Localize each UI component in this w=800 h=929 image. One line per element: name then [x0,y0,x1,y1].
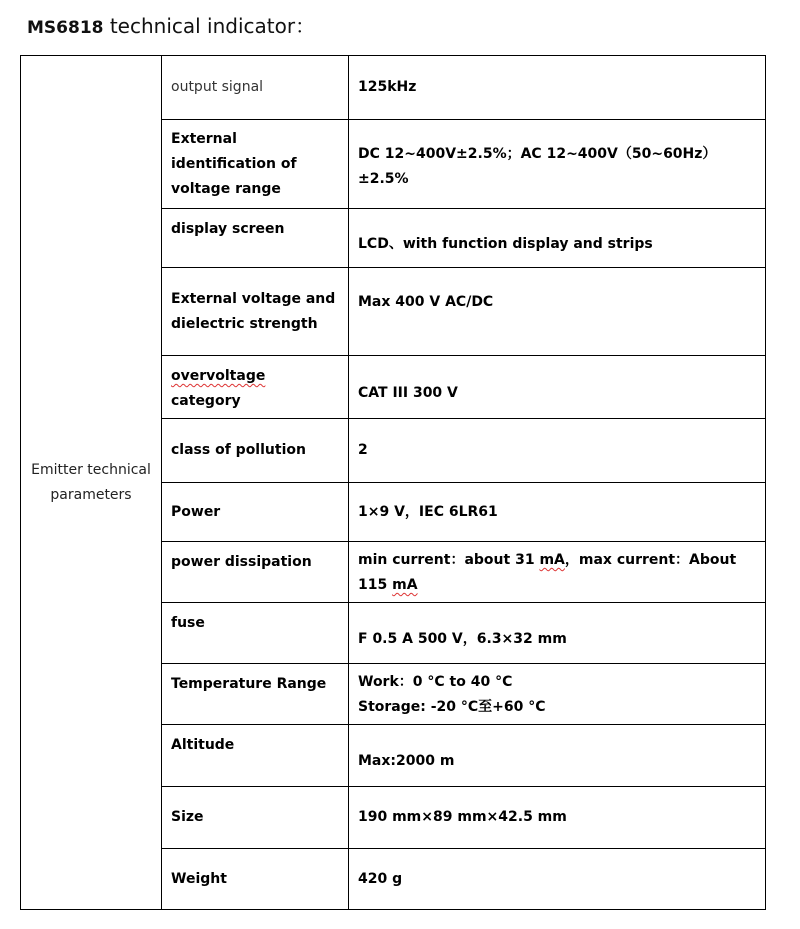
row-value: 2 [358,442,368,458]
label-cell [162,56,349,120]
row-value-line: Storage: -20 °C至+60 °C [358,699,546,715]
value-cell [349,56,766,120]
row-label: output signal [171,79,264,95]
row-label: Altitude [171,737,235,753]
row-label: category [171,393,241,409]
label-cell [162,356,349,419]
value-cell [349,419,766,483]
row-value: 1×9 V，IEC 6LR61 [358,503,498,520]
value-cell [349,603,766,664]
row-label-underlined: overvoltage [171,368,266,384]
row-label: Size [171,809,204,825]
row-label: External voltage and dielectric strength [171,290,336,332]
value-cell [349,268,766,356]
label-cell [162,209,349,268]
row-value: Max 400 V AC/DC [358,294,494,310]
spec-table [20,55,766,910]
value-cell [349,356,766,419]
row-value-underlined: mA [539,552,565,568]
row-label: power dissipation [171,554,312,570]
label-cell [162,849,349,910]
value-cell [349,209,766,268]
value-cell [349,725,766,787]
row-value-line: Work：0 °C to 40 °C [358,674,513,690]
row-label: display screen [171,221,285,237]
table-row [21,56,766,120]
value-cell [349,787,766,849]
group-label-cell [21,56,162,910]
group-label: Emitter technical parameters [31,461,151,503]
label-cell [162,268,349,356]
row-label: class of pollution [171,442,306,458]
row-label: Power [171,503,221,520]
label-cell [162,664,349,725]
row-value: min current：about 31 [358,552,540,568]
row-value: ，max current：About 115 [358,552,737,593]
row-value-underlined: mA [392,577,418,593]
row-value: 190 mm×89 mm×42.5 mm [358,809,567,825]
label-cell [162,419,349,483]
title-text: technical indicator： [103,14,316,38]
label-cell [162,542,349,603]
value-cell [349,542,766,603]
label-cell [162,483,349,542]
row-value: LCD、with function display and strips [358,235,653,252]
model-name: MS6818 [27,18,104,38]
label-cell [162,787,349,849]
value-cell [349,120,766,209]
row-label: External identification of voltage range [171,130,297,197]
row-label: fuse [171,615,205,631]
row-value: 420 g [358,870,403,887]
row-label: Temperature Range [171,676,327,692]
value-cell [349,664,766,725]
value-cell [349,483,766,542]
row-label: Weight [171,870,227,887]
row-value: 125kHz [358,79,417,95]
row-value: F 0.5 A 500 V，6.3×32 mm [358,630,567,647]
label-cell [162,120,349,209]
page-title [27,12,315,42]
label-cell [162,725,349,787]
row-value: Max:2000 m [358,753,455,769]
value-cell [349,849,766,910]
label-cell [162,603,349,664]
row-value: DC 12~400V±2.5%；AC 12~400V（50~60Hz）±2.5% [358,146,717,187]
row-value: CAT III 300 V [358,384,458,401]
